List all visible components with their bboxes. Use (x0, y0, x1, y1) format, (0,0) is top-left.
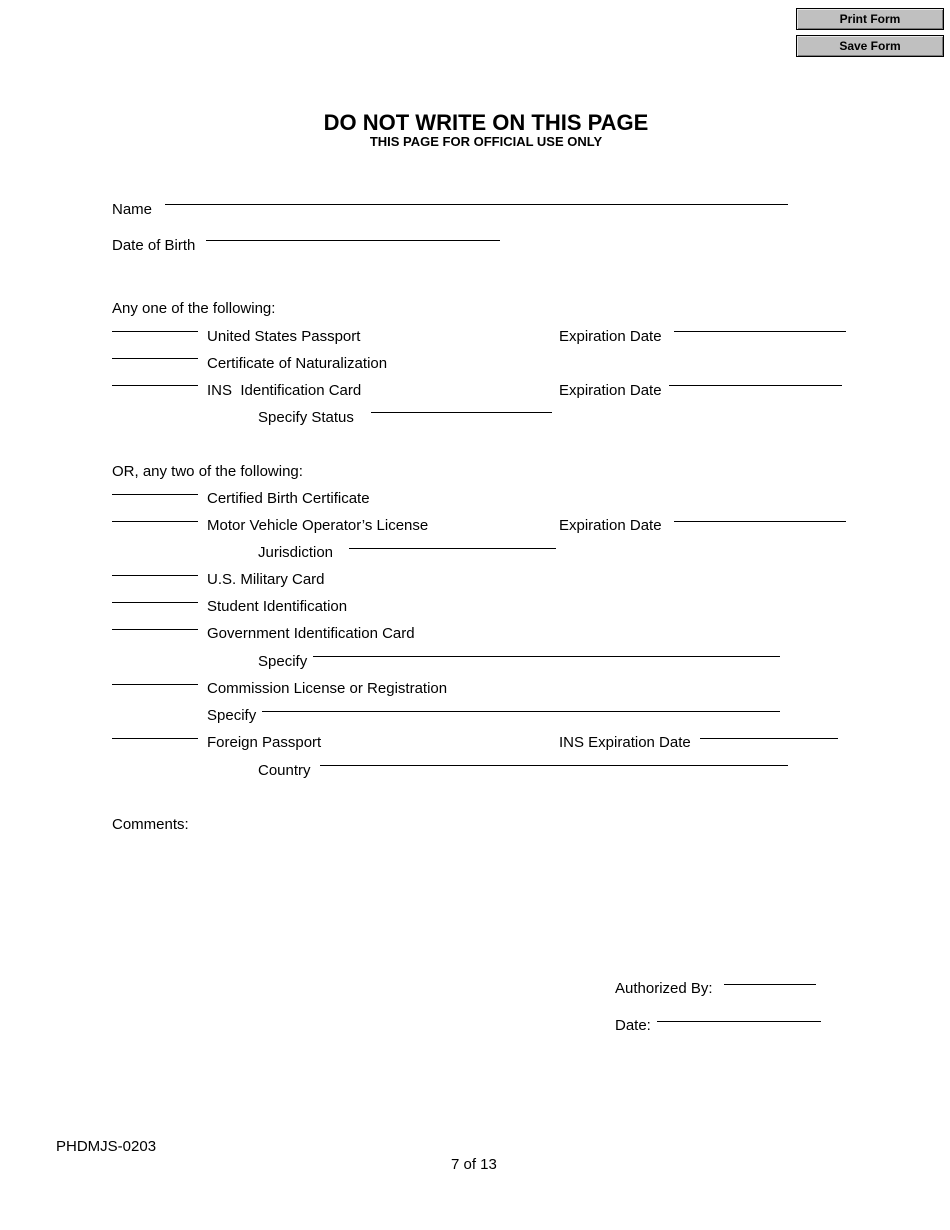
date-line[interactable] (657, 1021, 821, 1022)
naturalization-check-line[interactable] (112, 358, 198, 359)
passport-label: United States Passport (207, 328, 361, 345)
gov-specify-line[interactable] (313, 656, 780, 657)
student-check-line[interactable] (112, 602, 198, 603)
passport-exp-label: Expiration Date (559, 328, 662, 345)
commission-check-line[interactable] (112, 684, 198, 685)
military-check-line[interactable] (112, 575, 198, 576)
ins-card-check-line[interactable] (112, 385, 198, 386)
ins-card-label: INS Identification Card (207, 382, 362, 399)
birth-cert-label: Certified Birth Certificate (207, 490, 370, 507)
commission-label: Commission License or Registration (207, 680, 448, 697)
dob-line[interactable] (206, 240, 500, 241)
naturalization-label: Certificate of Naturalization (207, 355, 388, 372)
save-form-button[interactable]: Save Form (796, 35, 944, 57)
section1-heading: Any one of the following: (112, 300, 276, 317)
student-label: Student Identification (207, 598, 348, 615)
foreign-passport-label: Foreign Passport (207, 734, 322, 751)
foreign-passport-check-line[interactable] (112, 738, 198, 739)
passport-exp-line[interactable] (674, 331, 846, 332)
page-title: DO NOT WRITE ON THIS PAGE (323, 110, 649, 135)
commission-specify-label: Specify (207, 707, 257, 724)
ins-exp-line[interactable] (669, 385, 842, 386)
birth-cert-check-line[interactable] (112, 494, 198, 495)
comments-label: Comments: (112, 816, 189, 833)
specify-status-label: Specify Status (258, 409, 354, 426)
license-label: Motor Vehicle Operator’s License (207, 517, 429, 534)
passport-check-line[interactable] (112, 331, 198, 332)
license-exp-label: Expiration Date (559, 517, 662, 534)
gov-card-check-line[interactable] (112, 629, 198, 630)
name-line[interactable] (165, 204, 788, 205)
date-label: Date: (615, 1017, 651, 1034)
authorized-by-line[interactable] (724, 984, 816, 985)
country-label: Country (258, 762, 311, 779)
ins-exp2-line[interactable] (700, 738, 838, 739)
jurisdiction-line[interactable] (349, 548, 556, 549)
section2-heading: OR, any two of the following: (112, 463, 303, 480)
commission-specify-line[interactable] (262, 711, 780, 712)
name-label: Name (112, 201, 153, 218)
ins-exp-label: Expiration Date (559, 382, 662, 399)
ins-exp2-label: INS Expiration Date (559, 734, 691, 751)
jurisdiction-label: Jurisdiction (258, 544, 334, 561)
page-number: 7 of 13 (451, 1156, 497, 1173)
license-exp-line[interactable] (674, 521, 846, 522)
print-form-button[interactable]: Print Form (796, 8, 944, 30)
specify-status-line[interactable] (371, 412, 552, 413)
country-line[interactable] (320, 765, 788, 766)
military-label: U.S. Military Card (207, 571, 325, 588)
authorized-by-label: Authorized By: (615, 980, 713, 997)
gov-card-label: Government Identification Card (207, 625, 415, 642)
page-subtitle: THIS PAGE FOR OFFICIAL USE ONLY (369, 134, 603, 149)
dob-label: Date of Birth (112, 237, 196, 254)
form-id: PHDMJS-0203 (56, 1138, 157, 1155)
gov-specify-label: Specify (258, 653, 308, 670)
license-check-line[interactable] (112, 521, 198, 522)
